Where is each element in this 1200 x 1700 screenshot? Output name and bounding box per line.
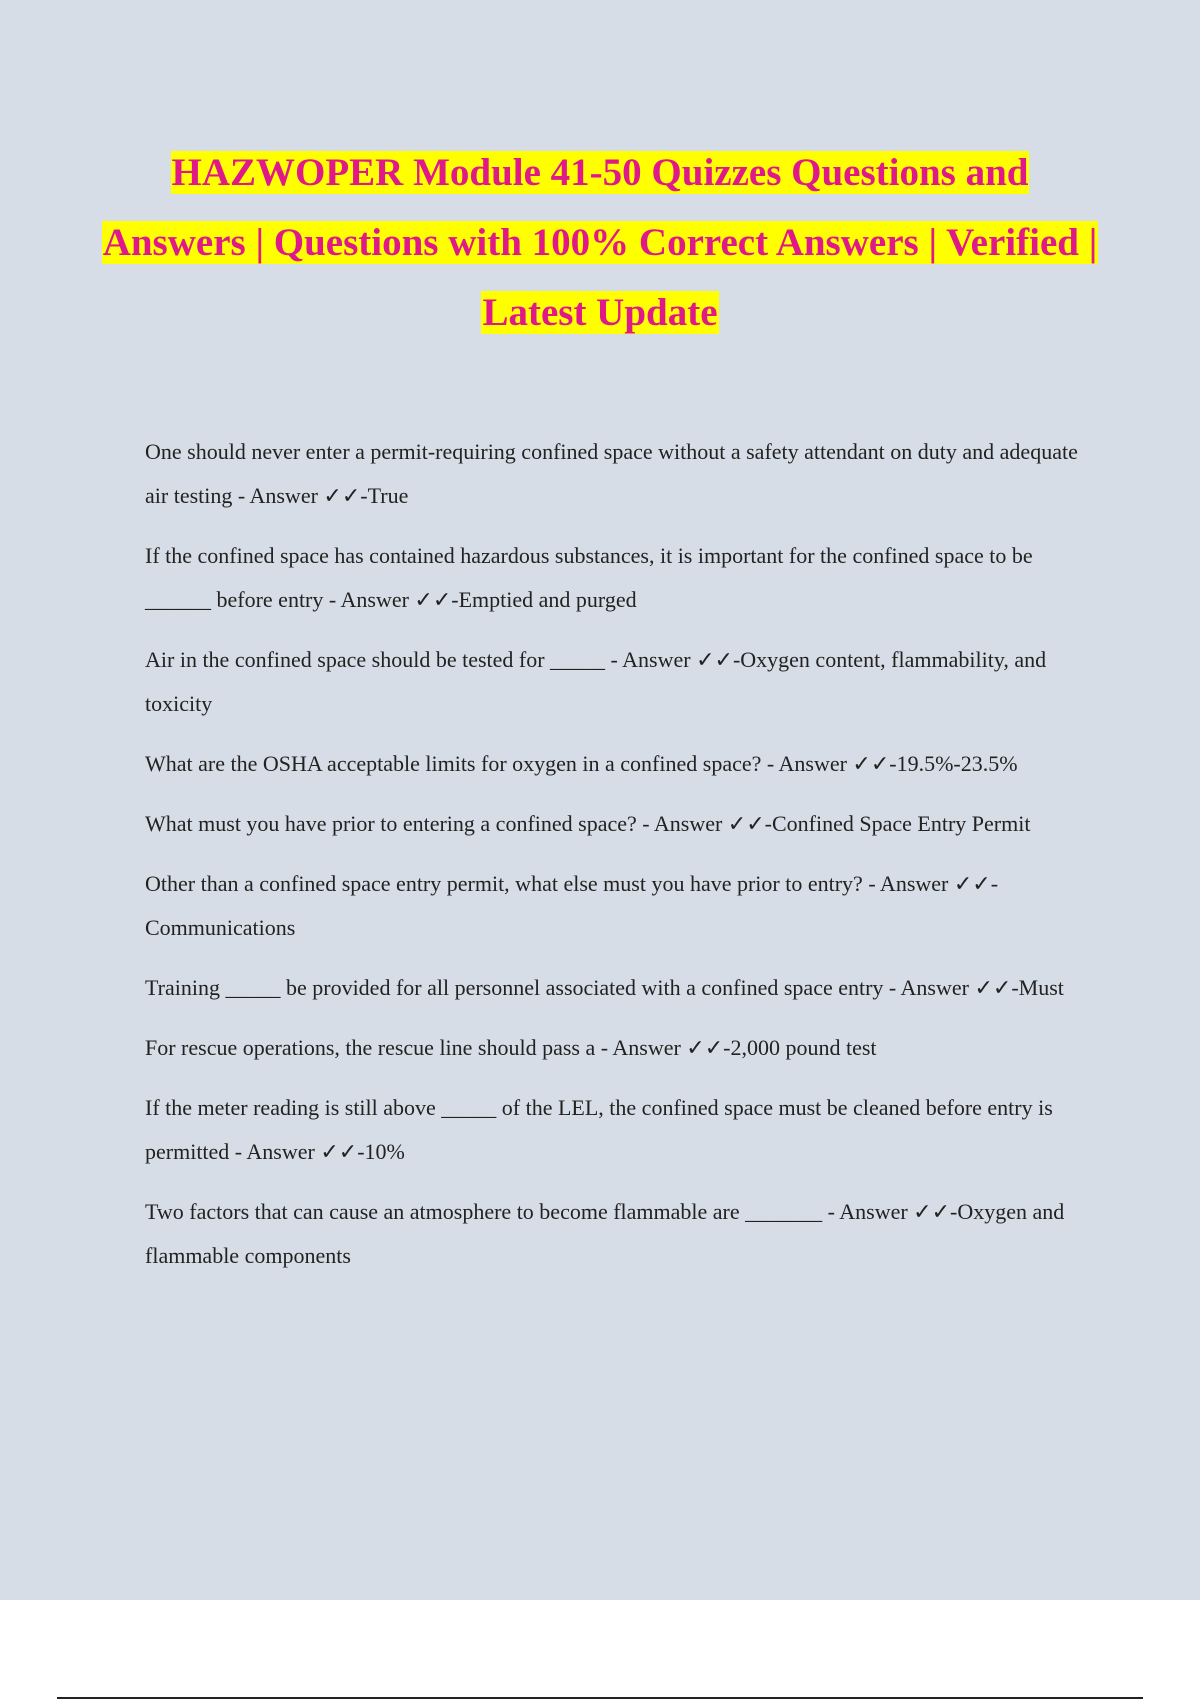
document-title [100, 138, 1100, 348]
qa-item: What are the OSHA acceptable limits for oxygen in a confined space? - Answer ✓✓-19.5%-23.5% [145, 751, 1018, 776]
qa-item: What must you have prior to entering a confined space? - Answer ✓✓-Confined Space Entry Permit [145, 811, 1031, 836]
qa-item: If the confined space has contained hazardous substances, it is important for the confined space to be ______ before entry - Answer ✓✓-Emptied and purged [145, 543, 1033, 612]
qa-item: Training _____ be provided for all personnel associated with a confined space entry - Answer ✓✓-Must [145, 975, 1064, 1000]
qa-item: Other than a confined space entry permit, what else must you have prior to entry? - Answer ✓✓-Communications [145, 871, 999, 940]
document-title-text: HAZWOPER Module 41-50 Quizzes Questions and Answers | Questions with 100% Correct Answers | Verified | Latest Update [102, 151, 1098, 334]
qa-item: Two factors that can cause an atmosphere to become flammable are _______ - Answer ✓✓-Oxygen and flammable components [145, 1199, 1065, 1268]
qa-item: If the meter reading is still above _____ of the LEL, the confined space must be cleaned before entry is permitted - Answer ✓✓-10% [145, 1095, 1053, 1164]
footer-rule [57, 1697, 1143, 1699]
qa-item: Air in the confined space should be tested for _____ - Answer ✓✓-Oxygen content, flammability, and toxicity [145, 647, 1047, 716]
qa-list [145, 430, 1085, 1294]
qa-item: One should never enter a permit-requiring confined space without a safety attendant on duty and adequate air testing - Answer ✓✓-True [145, 439, 1078, 508]
qa-item: For rescue operations, the rescue line should pass a - Answer ✓✓-2,000 pound test [145, 1035, 877, 1060]
